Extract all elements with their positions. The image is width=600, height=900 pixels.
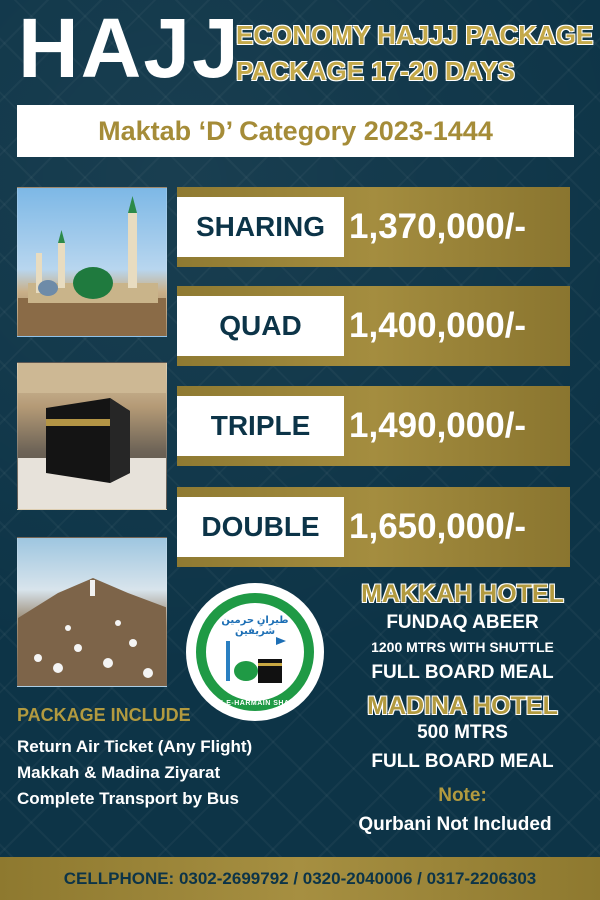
logo-urdu-text: طیرانِ حرمین شریفین [221,615,289,637]
room-price: 1,370,000/- [349,207,527,246]
kaaba-photo [17,362,167,510]
room-type-label: QUAD [177,296,344,356]
room-price: 1,650,000/- [349,507,527,546]
mount-arafat-illustration [18,538,167,687]
price-row-quad [177,286,570,366]
note-label: Note: [438,785,487,806]
contact-phones: CELLPHONE: 0302-2699792 / 0320-2040006 / 0317-2206303 [63,868,537,888]
room-type-label: TRIPLE [177,396,344,456]
room-type-label: SHARING [177,197,344,257]
price-row-sharing [177,187,570,267]
kaaba-illustration [18,363,167,510]
makkah-hotel-title: MAKKAH HOTEL [361,580,564,608]
madina-hotel-title: MADINA HOTEL [367,692,558,720]
package-name: ECONOMY HAJJJ PACKAGE [236,20,594,50]
makkah-hotel-name: FUNDAQ ABEER [386,612,539,633]
logo-mosque-icon [216,631,296,691]
list-item: Return Air Ticket (Any Flight) [17,737,253,756]
madina-hotel-meal: FULL BOARD MEAL [371,751,554,772]
company-logo [186,583,324,721]
mount-arafat-photo [17,537,167,687]
category-banner [17,105,574,157]
package-include-heading: PACKAGE INCLUDE [17,705,191,725]
list-item: Complete Transport by Bus [17,789,239,808]
makkah-hotel-meal: FULL BOARD MEAL [371,662,554,683]
price-row-triple [177,386,570,466]
logo-ring-text: TAIRAN-E-HARMAIN SHARIFAIN [194,700,316,707]
room-price: 1,400,000/- [349,306,527,345]
list-item: Makkah & Madina Ziyarat [17,763,221,782]
makkah-hotel-distance: 1200 MTRS WITH SHUTTLE [371,639,554,655]
madina-mosque-illustration [18,188,167,337]
madina-hotel-distance: 500 MTRS [417,722,508,743]
price-row-double [177,487,570,567]
madina-mosque-photo [17,187,167,337]
note-text: Qurbani Not Included [358,814,552,835]
brand-title: HAJJ [18,1,241,95]
room-price: 1,490,000/- [349,406,527,445]
room-type-label: DOUBLE [177,497,344,557]
package-include-list [17,734,252,812]
contact-footer [0,857,600,900]
package-duration: PACKAGE 17-20 DAYS [236,56,515,86]
category-text: Maktab ‘D’ Category 2023-1444 [98,115,493,146]
